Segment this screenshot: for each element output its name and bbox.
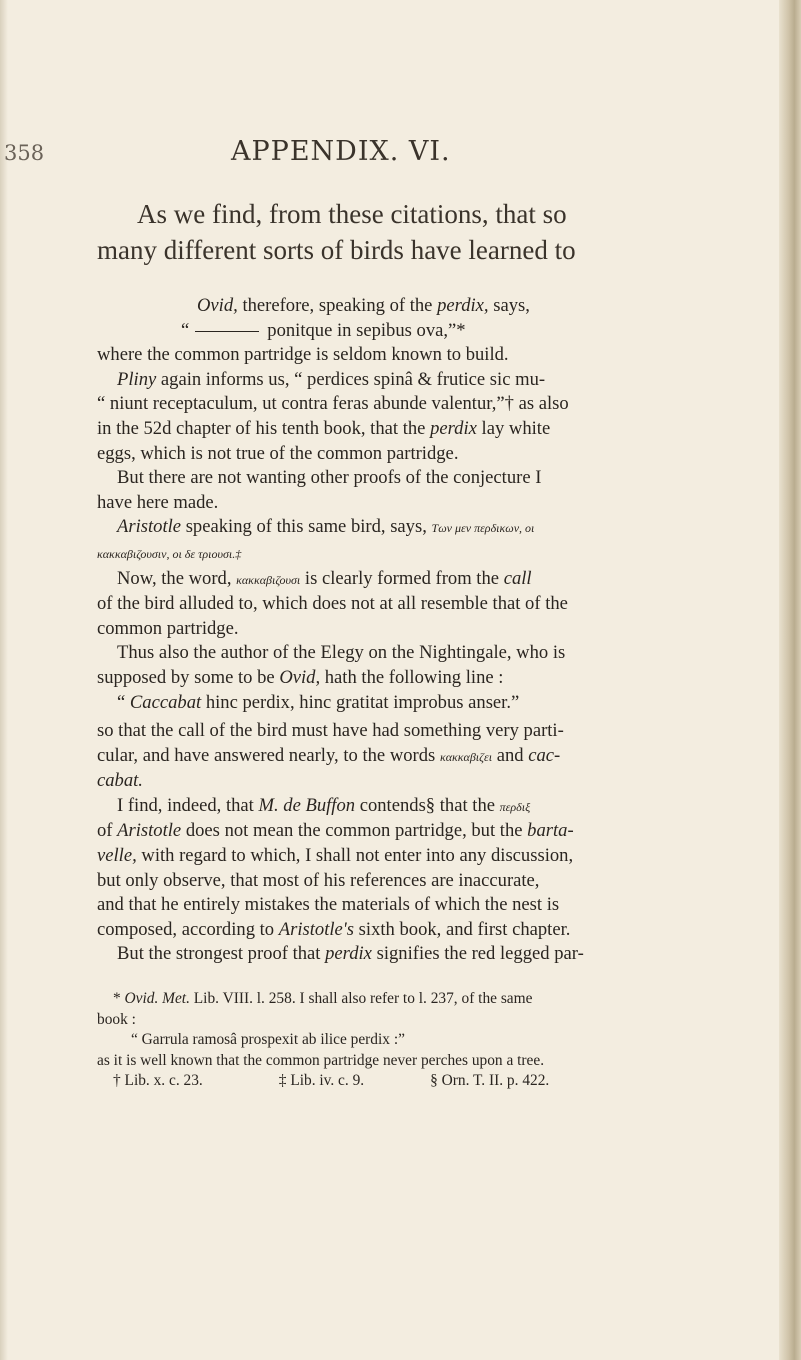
- footnotes: [97, 989, 739, 1092]
- greek-text: κακκαβιζουσι: [236, 572, 301, 587]
- latin-term: perdix,: [437, 295, 489, 316]
- text-run: sixth book, and first chapter.: [354, 918, 571, 940]
- greek-text: Των μεν περδικων, οι: [431, 521, 535, 536]
- text-line: [97, 666, 739, 691]
- footnote-refs: [97, 1071, 739, 1092]
- text-run: cular, and have answered nearly, to the words: [97, 744, 440, 766]
- text-line: [97, 417, 739, 442]
- running-title: APPENDIX. VI.: [231, 136, 451, 167]
- latin-term: perdix: [325, 943, 372, 965]
- latin-term: barta-: [527, 820, 574, 842]
- author-name: Aristotle: [117, 820, 182, 842]
- text-run: and: [492, 744, 529, 766]
- footnote-marker: *: [113, 990, 125, 1008]
- paragraph: [97, 515, 739, 541]
- paragraph: But there are not wanting other proofs of the conjecture I: [117, 467, 542, 489]
- text-run: therefore, speaking of the: [237, 295, 438, 316]
- latin-term: perdix: [430, 417, 477, 439]
- quote-mark: “: [117, 691, 130, 713]
- text-line: [97, 918, 739, 943]
- quotation: [97, 319, 739, 344]
- text-line: [97, 744, 739, 770]
- text-run: lay white: [476, 417, 551, 439]
- greek-text: κακκαβιζει: [439, 749, 493, 764]
- latin-term: Caccabat: [129, 691, 202, 713]
- quotation: [97, 691, 739, 716]
- text-run: of: [97, 820, 118, 842]
- text-line: as it is well known that the common partridge never perches upon a tree.: [97, 1051, 545, 1069]
- emphasis-term: call: [503, 567, 532, 589]
- text-run: contends§ that the: [355, 794, 500, 816]
- body-text: [97, 294, 739, 967]
- text-run: Now, the word,: [117, 567, 237, 589]
- author-name: Ovid,: [197, 295, 238, 316]
- page-left-edge: [0, 0, 8, 1360]
- paragraph: [97, 567, 739, 593]
- paragraph: where the common partridge is seldom known to build.: [97, 344, 509, 366]
- book-spine-shadow: [779, 0, 801, 1360]
- text-run: is clearly formed from the: [300, 567, 504, 589]
- text-run: Lib. VIII. l. 258. I shall also refer to l. 237, of the same: [189, 990, 533, 1008]
- text-line: of the bird alluded to, which does not at all resemble that of the: [97, 593, 568, 615]
- quote-dash-rule: [195, 331, 259, 332]
- page-number: 358: [4, 141, 45, 165]
- author-name: Pliny: [117, 368, 157, 390]
- text-run: hath the following line :: [320, 666, 504, 688]
- text-run: in the 52d chapter of his tenth book, that the: [97, 417, 431, 439]
- paragraph: [97, 942, 739, 967]
- quote-mark: “: [181, 319, 190, 341]
- citation: Ovid. Met.: [124, 990, 190, 1008]
- paragraph: [97, 794, 739, 820]
- latin-term: velle,: [97, 845, 137, 867]
- text-line: [97, 844, 739, 869]
- text-line: so that the call of the bird must have had something very parti-: [97, 720, 564, 742]
- text-line: common partridge.: [97, 617, 239, 639]
- greek-text: κακκαβιζουσιν, οι δε τριουσι.‡: [97, 546, 242, 561]
- text-line: and that he entirely mistakes the materials of which the nest is: [97, 894, 560, 916]
- text-run: says,: [488, 295, 530, 316]
- text-run: again informs us, “ perdices spinâ & frutice sic mu-: [156, 368, 546, 390]
- author-name: Aristotle's: [278, 918, 355, 940]
- paragraph: [97, 368, 739, 393]
- text-line: “ niunt receptaculum, ut contra feras abunde valentur,”† as also: [97, 393, 569, 415]
- text-run: speaking of this same bird, says,: [181, 516, 432, 538]
- footnote-2: † Lib. x. c. 23.: [113, 1072, 203, 1090]
- quote-text: ponitque in sepibus ova,”*: [267, 319, 466, 341]
- lead-line-2: many different sorts of birds have learned to: [97, 235, 576, 265]
- text-line: [97, 819, 739, 844]
- text-line: [97, 769, 739, 794]
- footnote-1: [97, 989, 739, 1010]
- text-line: [97, 541, 739, 567]
- page-text: [97, 196, 739, 1092]
- latin-term: cac-: [528, 744, 561, 766]
- text-line: have here made.: [97, 491, 219, 513]
- paragraph: Thus also the author of the Elegy on the Nightingale, who is: [117, 642, 566, 664]
- greek-text: περδιξ: [499, 799, 531, 814]
- text-line: eggs, which is not true of the common partridge.: [97, 442, 459, 464]
- footnote-quote: “ Garrula ramosâ prospexit ab ilice perdix :”: [131, 1031, 405, 1049]
- text-run: composed, according to: [97, 918, 279, 940]
- text-run: supposed by some to be: [97, 666, 280, 688]
- footnote-4: § Orn. T. II. p. 422.: [430, 1072, 550, 1090]
- text-run: But the strongest proof that: [117, 943, 326, 965]
- author-name: M. de Buffon: [258, 794, 356, 816]
- paragraph: [97, 294, 739, 319]
- latin-term: cabat.: [97, 770, 143, 792]
- author-name: Aristotle: [117, 516, 182, 538]
- lead-line-1: As we find, from these citations, that so: [137, 199, 567, 229]
- author-name: Ovid,: [279, 666, 321, 688]
- text-run: with regard to which, I shall not enter into any discussion,: [136, 845, 574, 867]
- text-run: I find, indeed, that: [117, 794, 259, 816]
- quote-text: hinc perdix, hinc gratitat improbus anser.”: [201, 691, 520, 713]
- footnote-3: ‡ Lib. iv. c. 9.: [278, 1072, 365, 1090]
- text-line: book :: [97, 1010, 136, 1028]
- text-line: but only observe, that most of his references are inaccurate,: [97, 869, 540, 891]
- text-run: does not mean the common partridge, but the: [181, 820, 528, 842]
- text-run: signifies the red legged par-: [371, 943, 584, 965]
